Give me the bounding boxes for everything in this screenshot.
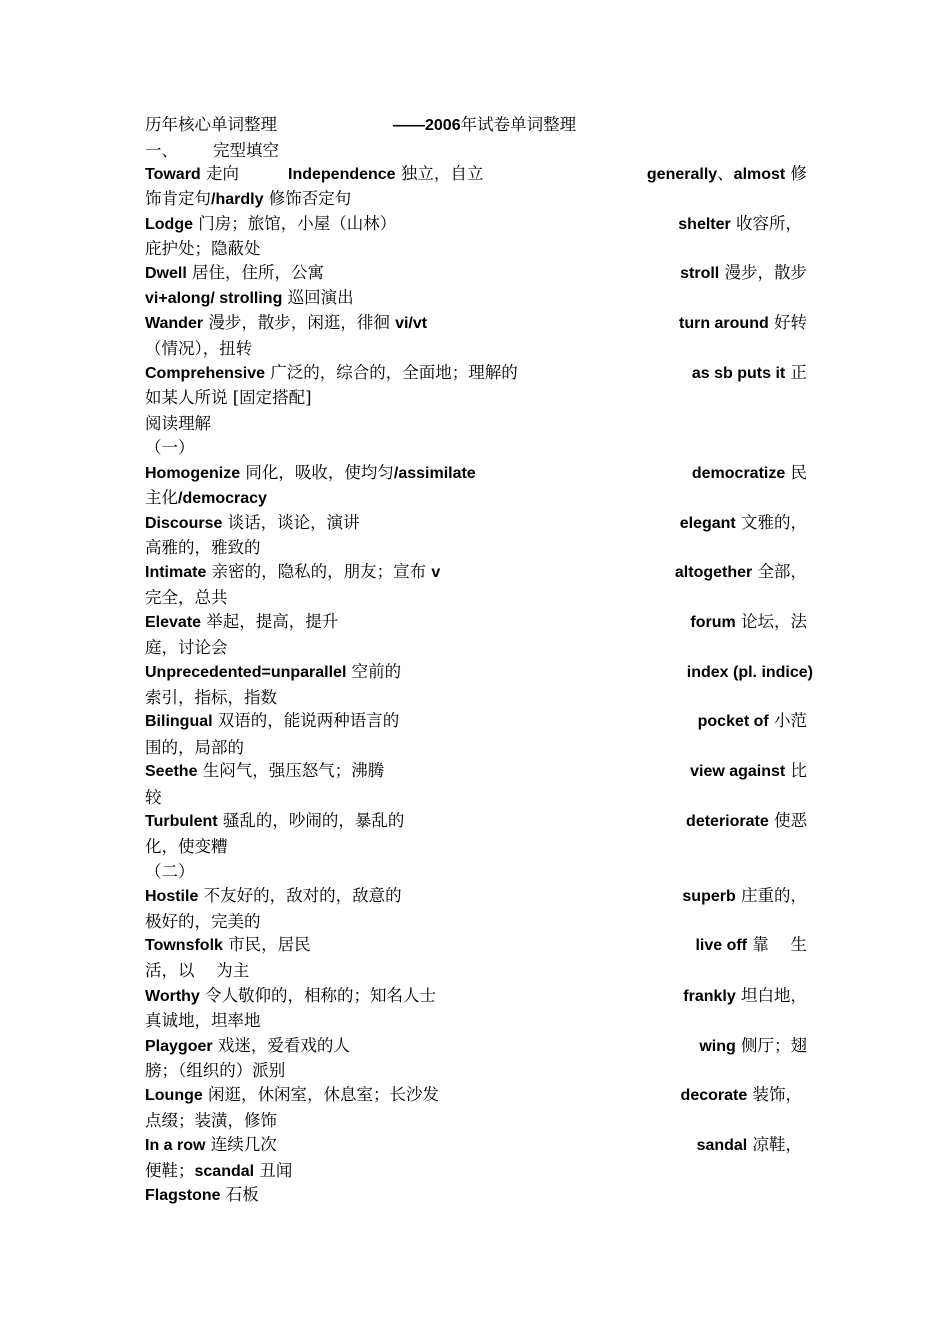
subsection-heading: （一） [145, 438, 195, 457]
vocab-line: Flagstone 石板 [145, 1185, 259, 1204]
vocab-line: Unprecedented=unparallel 空前的 index (pl. indice) [145, 662, 813, 681]
vocab-line: Toward 走向 Independence 独立，自立 generally、almost 修 [145, 164, 807, 183]
vocab-continuation: 索引，指标，指数 [145, 688, 277, 707]
vocab-line: Turbulent 骚乱的，吵闹的，暴乱的 deteriorate 使恶 [145, 811, 807, 830]
vocab-line: Playgoer 戏迷，爱看戏的人 wing 侧厅；翅 [145, 1036, 807, 1055]
vocab-continuation: 主化/democracy [145, 488, 267, 507]
vocab-continuation: 完全，总共 [145, 588, 228, 607]
vocab-line: Wander 漫步，散步，闲逛，徘徊 vi/vt turn around 好转 [145, 313, 807, 332]
vocab-line: Lodge 门房；旅馆，小屋（山林） shelter 收容所， [145, 214, 802, 233]
vocab-line: Hostile 不友好的，敌对的，敌意的 superb 庄重的， [145, 886, 807, 905]
vocab-continuation: 围的，局部的 [145, 738, 244, 757]
vocab-continuation: 饰肯定句/hardly 修饰否定句 [145, 189, 352, 208]
vocab-continuation: 如某人所说 [固定搭配] [145, 388, 312, 407]
vocab-continuation: 庭，讨论会 [145, 638, 228, 657]
vocab-line: Comprehensive 广泛的，综合的，全面地；理解的 as sb puts it 正 [145, 363, 807, 382]
vocab-continuation: （情况），扭转 [145, 339, 253, 358]
vocab-line: Bilingual 双语的，能说两种语言的 pocket of 小范 [145, 711, 807, 730]
vocab-line: Intimate 亲密的，隐私的，朋友；宣布 v altogether 全部， [145, 562, 807, 581]
vocab-line: Elevate 举起，提高，提升 forum 论坛，法 [145, 612, 807, 631]
vocab-continuation: vi+along/ strolling 巡回演出 [145, 288, 354, 307]
vocab-line: Discourse 谈话，谈论，演讲 elegant 文雅的， [145, 513, 807, 532]
document-subtitle: ——2006年试卷单词整理 [393, 115, 577, 134]
vocab-continuation: 真诚地，坦率地 [145, 1011, 261, 1030]
vocab-continuation: 点缀；装潢，修饰 [145, 1111, 277, 1130]
header-line [145, 113, 810, 137]
vocab-continuation: 膀；（组织的）派别 [145, 1061, 286, 1080]
vocab-continuation: 便鞋；scandal 丑闻 [145, 1161, 293, 1180]
vocab-line: Lounge 闲逛，休闲室，休息室；长沙发 decorate 装饰， [145, 1085, 802, 1104]
vocab-line: Dwell 居住，住所，公寓 stroll 漫步，散步 [145, 263, 807, 282]
subsection-heading: （二） [145, 862, 195, 881]
vocab-line: In a row 连续几次 sandal 凉鞋， [145, 1135, 802, 1154]
vocab-continuation: 庇护处；隐蔽处 [145, 239, 261, 258]
vocab-line: Seethe 生闷气，强压怒气；沸腾 view against 比 [145, 761, 807, 780]
vocab-line: Townsfolk 市民，居民 live off 靠 生 [145, 935, 807, 954]
vocab-continuation: 化，使变糟 [145, 837, 228, 856]
section-heading-cloze: 一、 完型填空 [145, 141, 279, 160]
section-heading-reading: 阅读理解 [145, 414, 211, 433]
vocab-line: Worthy 令人敬仰的，相称的；知名人士 frankly 坦白地， [145, 986, 807, 1005]
vocab-continuation: 极好的，完美的 [145, 912, 261, 931]
document-title: 历年核心单词整理 [145, 115, 277, 134]
vocab-line: Homogenize 同化，吸收，使均匀/assimilate democratize 民 [145, 463, 807, 482]
vocab-continuation: 高雅的，雅致的 [145, 538, 261, 557]
vocab-continuation: 较 [145, 788, 162, 807]
vocab-continuation: 活，以 为主 [145, 961, 250, 980]
